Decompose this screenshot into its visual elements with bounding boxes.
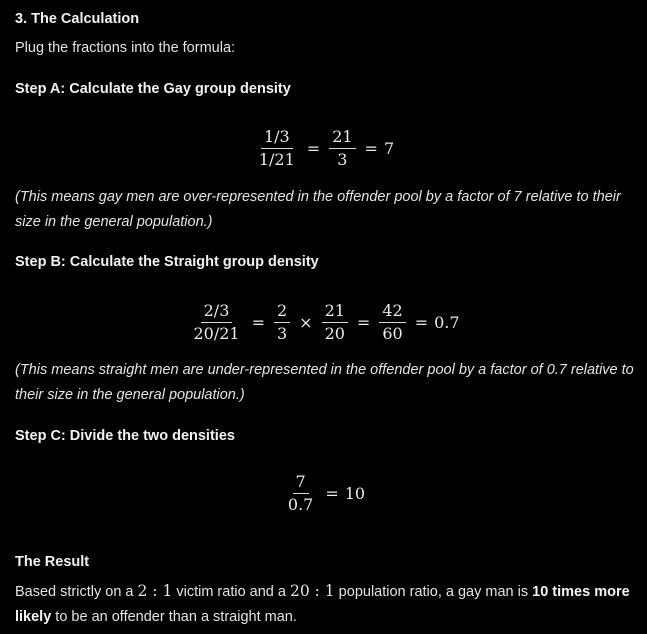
- step-b-equation: [0, 301, 647, 344]
- section-title: 3. The Calculation: [15, 11, 140, 27]
- equals-sign: =: [356, 313, 371, 332]
- result-text: [15, 579, 635, 630]
- result-value: 0.7: [434, 313, 460, 332]
- result-value: 10: [344, 484, 366, 503]
- denominator: 60: [382, 324, 403, 343]
- step-a-heading: Step A: Calculate the Gay group density: [15, 81, 291, 97]
- denominator: 1/21: [258, 150, 295, 169]
- step-b-heading: Step B: Calculate the Straight group density: [15, 254, 319, 270]
- result-text-part: population ratio, a gay man is: [334, 584, 533, 600]
- times-sign: ×: [299, 313, 313, 332]
- numerator: 21: [322, 301, 348, 323]
- denominator: 3: [337, 150, 348, 169]
- numerator: 21: [329, 127, 355, 149]
- step-a-equation: [0, 127, 647, 170]
- result-text-part: to be an offender than a straight man.: [51, 609, 297, 625]
- numerator: 2/3: [201, 301, 233, 323]
- result-emphasis: 10 times more likely: [15, 584, 630, 625]
- population-ratio: 20 : 1: [289, 582, 335, 600]
- victim-ratio: 2 : 1: [137, 582, 173, 600]
- fraction: [285, 472, 316, 515]
- denominator: 0.7: [287, 495, 314, 514]
- step-b-note: (This means straight men are under-represented in the offender pool by a factor of 0.7 relative to their size in the general population.): [15, 362, 634, 403]
- denominator: 20: [324, 324, 345, 343]
- step-a-note: (This means gay men are over-represented in the offender pool by a factor of 7 relative to their size in the general population.): [15, 189, 621, 230]
- numerator: 2: [274, 301, 290, 323]
- denominator: 3: [276, 324, 288, 343]
- fraction: [256, 127, 298, 170]
- result-text-part: Based strictly on a: [15, 584, 138, 600]
- result-value: 7: [383, 139, 395, 158]
- equals-sign: =: [364, 139, 378, 158]
- equals-sign: =: [251, 313, 265, 332]
- fraction: [190, 301, 242, 344]
- step-c-heading: Step C: Divide the two densities: [15, 428, 235, 444]
- fraction: [329, 127, 355, 170]
- intro-text: Plug the fractions into the formula:: [15, 40, 236, 56]
- numerator: 7: [293, 472, 309, 494]
- equals-sign: =: [414, 313, 429, 332]
- fraction: [379, 301, 405, 344]
- equals-sign: =: [306, 139, 321, 158]
- step-c-equation: [0, 472, 647, 515]
- result-heading: The Result: [15, 554, 90, 570]
- denominator: 20/21: [193, 324, 240, 343]
- numerator: 1/3: [261, 127, 293, 149]
- numerator: 42: [379, 301, 405, 323]
- fraction: [274, 301, 290, 344]
- result-text-part: victim ratio and a: [172, 584, 290, 600]
- equals-sign: =: [325, 484, 339, 503]
- fraction: [322, 301, 348, 344]
